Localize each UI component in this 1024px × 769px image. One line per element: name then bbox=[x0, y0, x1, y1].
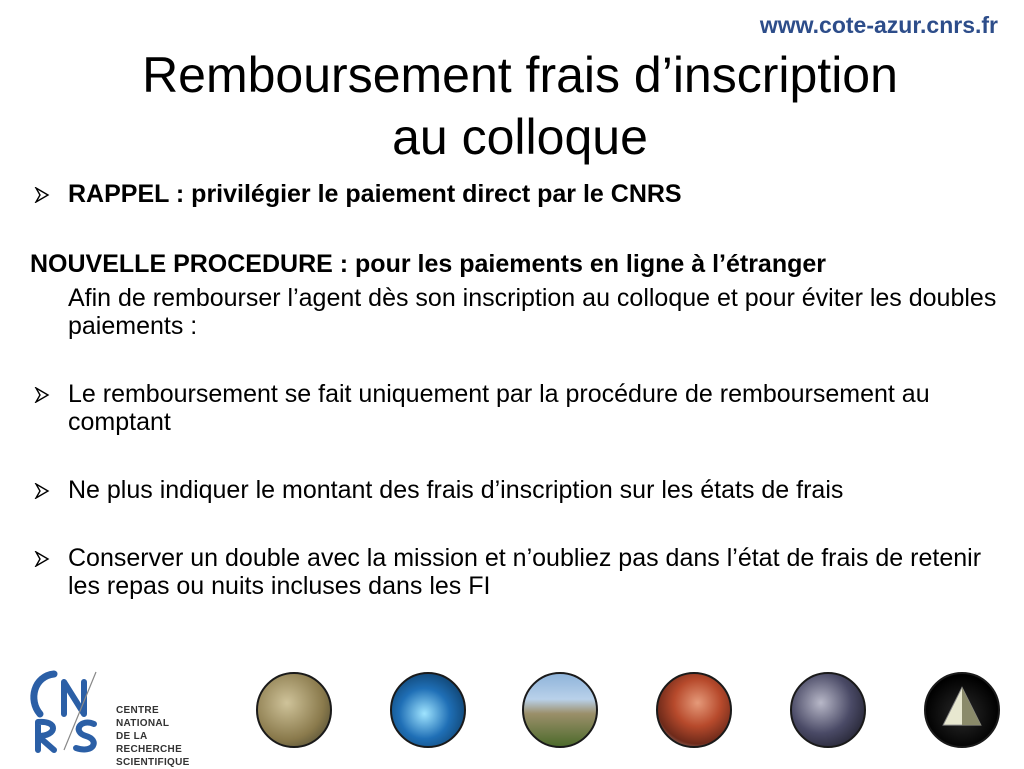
logo-text-line: DE LA RECHERCHE bbox=[116, 731, 183, 755]
cnrs-logo-mark-icon bbox=[24, 670, 106, 754]
bullet-rappel bbox=[30, 180, 682, 208]
pyramid-photo-icon bbox=[924, 672, 1000, 748]
cnrs-logo bbox=[24, 670, 214, 768]
logo-text-line: CENTRE NATIONAL bbox=[116, 705, 170, 729]
portrait-photo-icon bbox=[656, 672, 732, 748]
bullet-item bbox=[30, 476, 1008, 504]
light-ring-photo-icon bbox=[390, 672, 466, 748]
website-url[interactable]: www.cote-azur.cnrs.fr bbox=[759, 12, 998, 38]
bullet-item bbox=[30, 380, 998, 436]
arrow-bullet-icon bbox=[34, 483, 50, 499]
building-photo-icon bbox=[256, 672, 332, 748]
procedure-paragraph: Afin de rembourser l’agent dès son inscription au colloque et pour éviter les doubles paiements : bbox=[68, 284, 997, 340]
logo-text-line: SCIENTIFIQUE bbox=[116, 757, 190, 768]
bullet-text: Le remboursement se fait uniquement par la procédure de remboursement au comptant bbox=[68, 380, 930, 436]
bullet-text: Conserver un double avec la mission et n’oubliez pas dans l’état de frais de retenir les repas ou nuits incluses dans les FI bbox=[68, 544, 982, 600]
cnrs-logo-text bbox=[116, 704, 214, 769]
bullet-text: Ne plus indiquer le montant des frais d’inscription sur les états de frais bbox=[68, 476, 844, 504]
title-line-2: au colloque bbox=[392, 109, 648, 165]
procedure-heading: NOUVELLE PROCEDURE : pour les paiements en ligne à l’étranger bbox=[30, 250, 826, 278]
equipment-photo-icon bbox=[790, 672, 866, 748]
footer-banner bbox=[0, 660, 1024, 768]
arrow-bullet-icon bbox=[34, 551, 50, 567]
campus-photo-icon bbox=[522, 672, 598, 748]
bullet-item bbox=[30, 544, 1018, 600]
rappel-text: RAPPEL : privilégier le paiement direct par le CNRS bbox=[68, 180, 682, 208]
arrow-bullet-icon bbox=[34, 187, 50, 203]
slide-title bbox=[40, 44, 1000, 168]
title-line-1: Remboursement frais d’inscription bbox=[142, 47, 898, 103]
pyramid-icon bbox=[926, 674, 998, 746]
arrow-bullet-icon bbox=[34, 387, 50, 403]
